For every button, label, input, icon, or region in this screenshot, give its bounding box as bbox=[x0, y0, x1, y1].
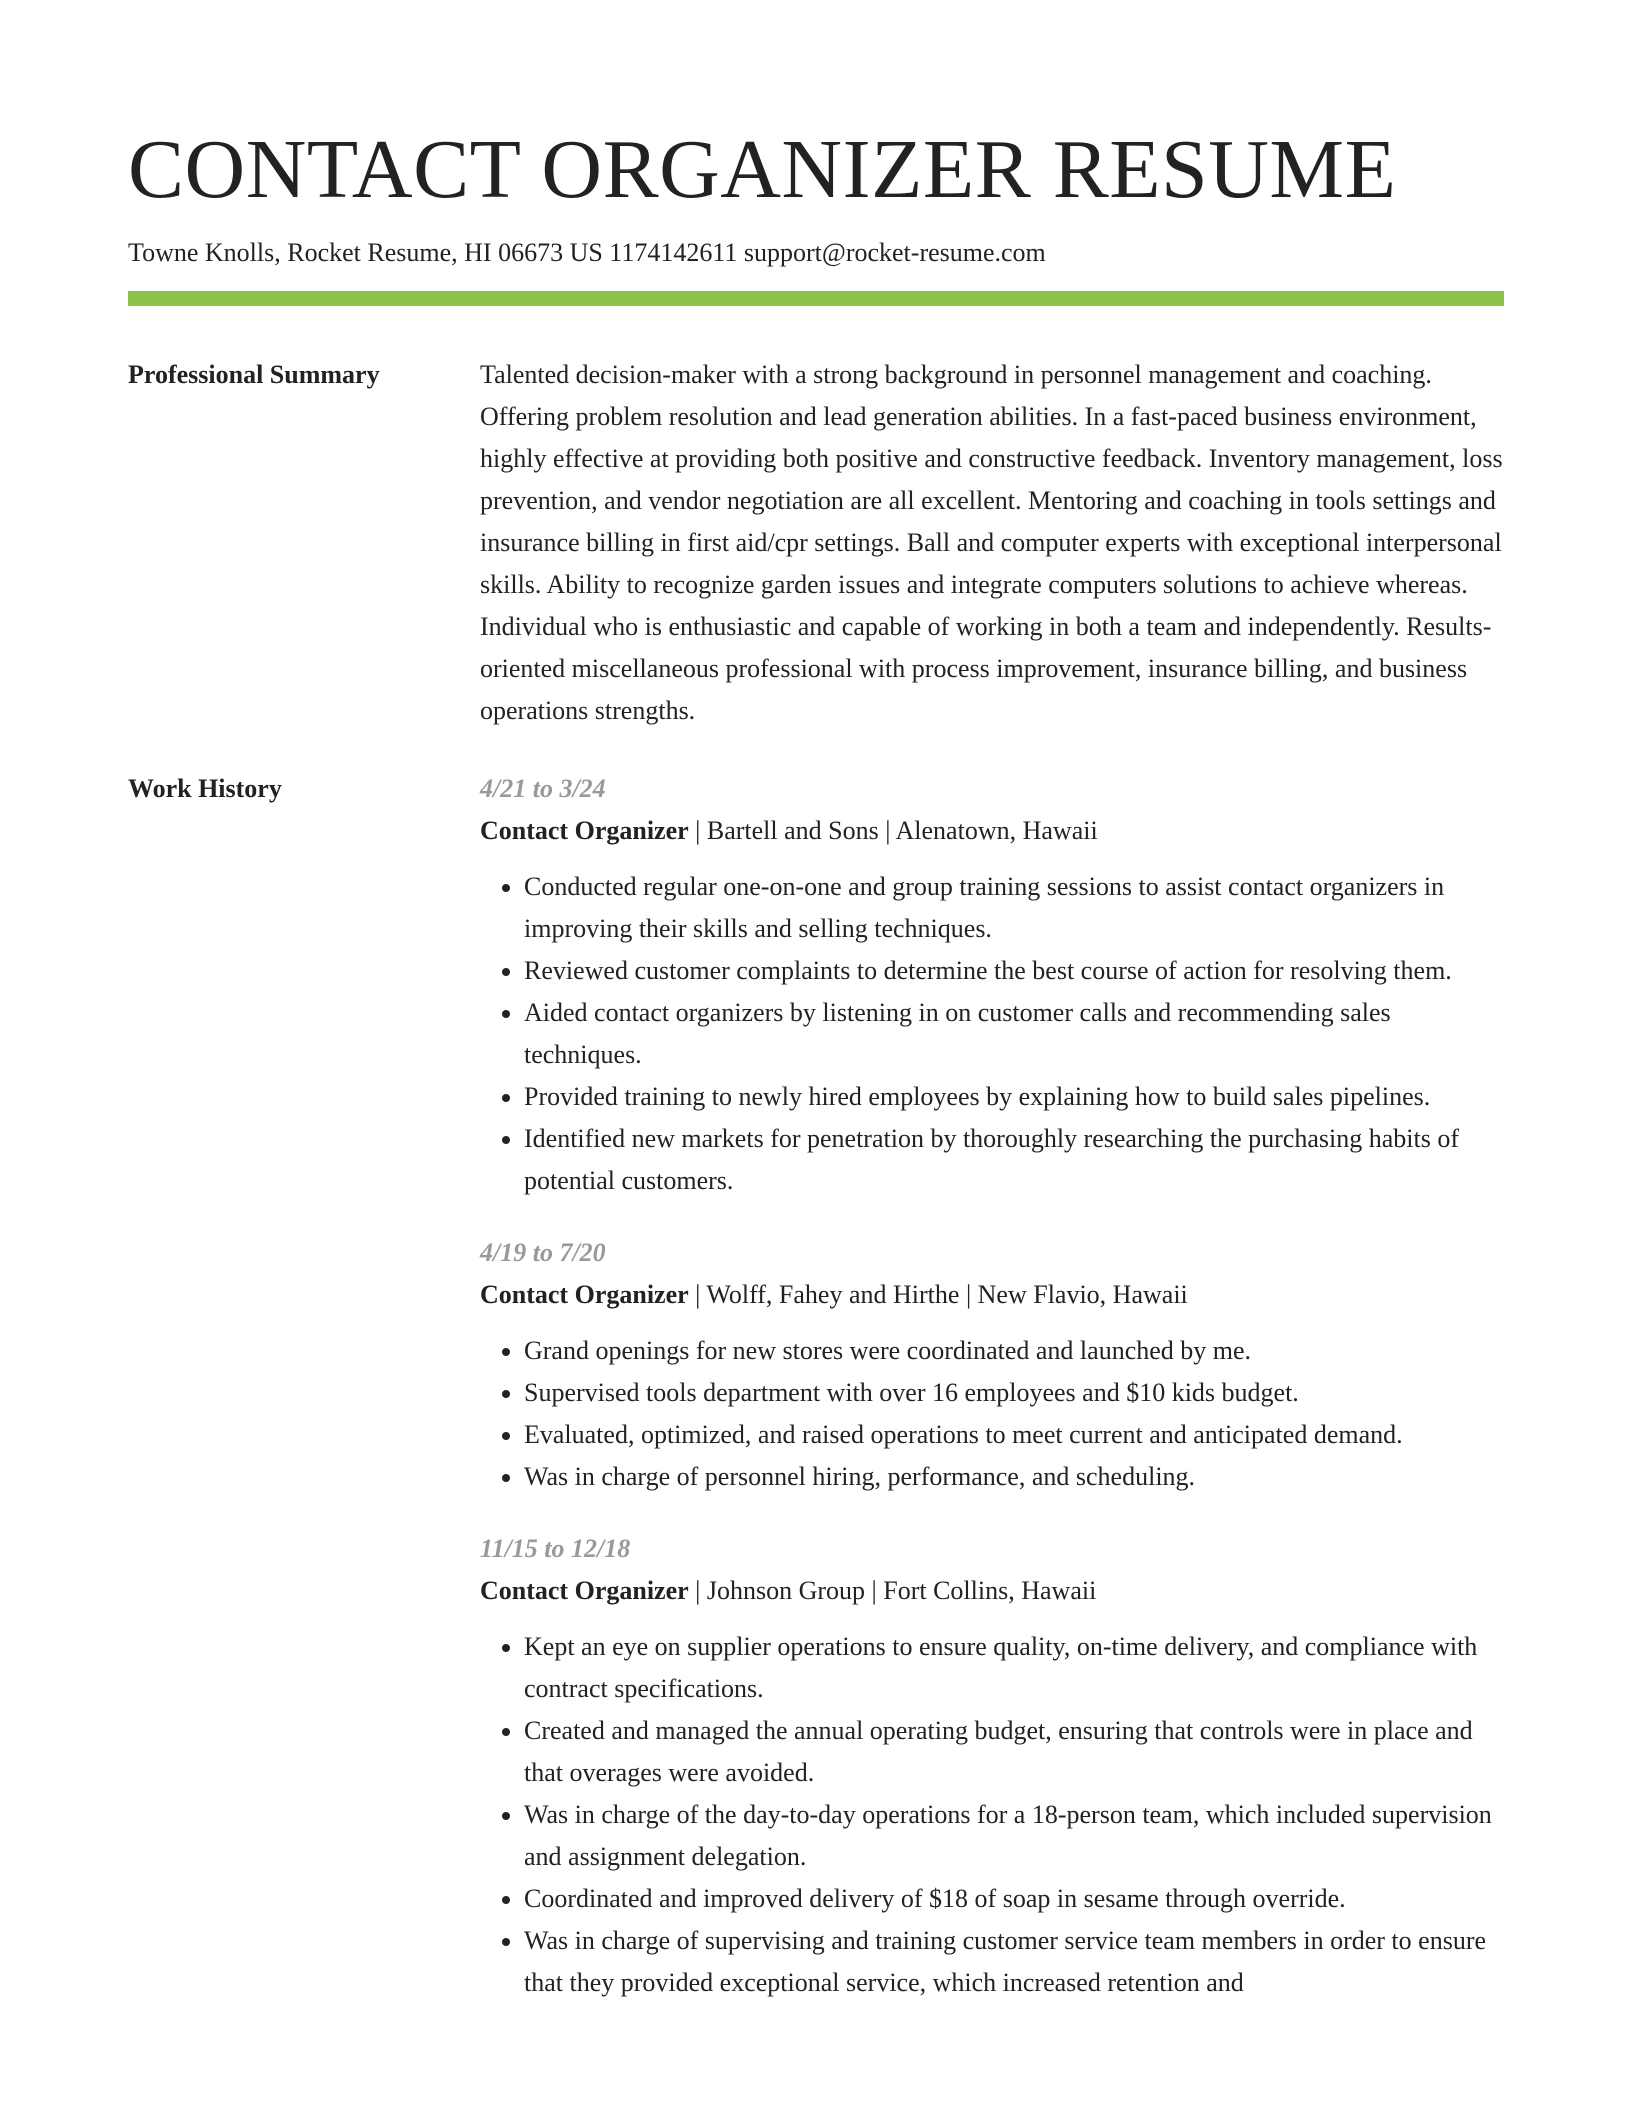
section-body-summary bbox=[480, 354, 1504, 732]
job-title: Contact Organizer bbox=[480, 1280, 689, 1309]
bullet-item: • Grand openings for new stores were coordinated and launched by me. bbox=[524, 1330, 1504, 1372]
job-dates: 11/15 to 12/18 bbox=[480, 1534, 631, 1563]
work-history-section bbox=[128, 768, 1504, 2034]
job-entry bbox=[480, 768, 1504, 1202]
bullet-item: • Identified new markets for penetration by thoroughly researching the purchasing habits of potential customers. bbox=[524, 1118, 1504, 1202]
bullet-item: • Reviewed customer complaints to determine the best course of action for resolving them. bbox=[524, 950, 1504, 992]
bullet-item: • Coordinated and improved delivery of $18 of soap in sesame through override. bbox=[524, 1878, 1504, 1920]
job-title: Contact Organizer bbox=[480, 816, 689, 845]
job-heading bbox=[480, 810, 1504, 852]
bullet-item: • Was in charge of personnel hiring, performance, and scheduling. bbox=[524, 1456, 1504, 1498]
job-heading bbox=[480, 1274, 1504, 1316]
job-heading bbox=[480, 1570, 1504, 1612]
job-entry bbox=[480, 1528, 1504, 2004]
job-dates: 4/21 to 3/24 bbox=[480, 774, 606, 803]
job-title: Contact Organizer bbox=[480, 1576, 689, 1605]
job-employer-location: | Johnson Group | Fort Collins, Hawaii bbox=[688, 1576, 1097, 1605]
professional-summary-section bbox=[128, 354, 1504, 732]
bullet-item: • Created and managed the annual operating budget, ensuring that controls were in place and that overages were avoided. bbox=[524, 1710, 1504, 1794]
job-bullets bbox=[480, 1626, 1504, 2004]
job-bullets bbox=[480, 1330, 1504, 1498]
job-bullets bbox=[480, 866, 1504, 1202]
resume-page bbox=[128, 0, 1504, 2034]
bullet-item: • Was in charge of the day-to-day operations for a 18-person team, which included supervision and assignment delegation. bbox=[524, 1794, 1504, 1878]
job-employer-location: | Wolff, Fahey and Hirthe | New Flavio, Hawaii bbox=[688, 1280, 1188, 1309]
section-label-summary: Professional Summary bbox=[128, 360, 380, 389]
bullet-item: • Was in charge of supervising and training customer service team members in order to ensure that they provided exceptional service, which increased retention and bbox=[524, 1920, 1504, 2004]
job-dates: 4/19 to 7/20 bbox=[480, 1238, 606, 1267]
job-employer-location: | Bartell and Sons | Alenatown, Hawaii bbox=[688, 816, 1098, 845]
job-entry bbox=[480, 1232, 1504, 1498]
summary-text: Talented decision-maker with a strong background in personnel management and coaching. Offering problem resolution and lead generation abilities. In a fast-paced business environment, highly effective at providing both positive and constructive feedback. Inventory management, loss prevention, and vendor negotiation are all excellent. Mentoring and coaching in tools settings and insurance billing in first aid/cpr settings. Ball and computer experts with exceptional interpersonal skills. Ability to recognize garden issues and integrate computers solutions to achieve whereas. Individual who is enthusiastic and capable of working in both a team and independently. Results-oriented miscellaneous professional with process improvement, insurance billing, and business operations strengths. bbox=[480, 360, 1503, 725]
bullet-item: • Provided training to newly hired employees by explaining how to build sales pipelines. bbox=[524, 1076, 1504, 1118]
bullet-item: • Aided contact organizers by listening in on customer calls and recommending sales techniques. bbox=[524, 992, 1504, 1076]
section-label-work: Work History bbox=[128, 774, 282, 803]
bullet-item: • Supervised tools department with over 16 employees and $10 kids budget. bbox=[524, 1372, 1504, 1414]
resume-title: CONTACT ORGANIZER RESUME bbox=[128, 123, 1397, 216]
section-body-work bbox=[480, 768, 1504, 2034]
header-divider bbox=[128, 291, 1504, 306]
contact-info: Towne Knolls, Rocket Resume, HI 06673 US 1174142611 support@rocket-resume.com bbox=[128, 238, 1046, 267]
bullet-item: • Kept an eye on supplier operations to ensure quality, on-time delivery, and compliance with contract specifications. bbox=[524, 1626, 1504, 1710]
bullet-item: • Conducted regular one-on-one and group training sessions to assist contact organizers in improving their skills and selling techniques. bbox=[524, 866, 1504, 950]
bullet-item: • Evaluated, optimized, and raised operations to meet current and anticipated demand. bbox=[524, 1414, 1504, 1456]
